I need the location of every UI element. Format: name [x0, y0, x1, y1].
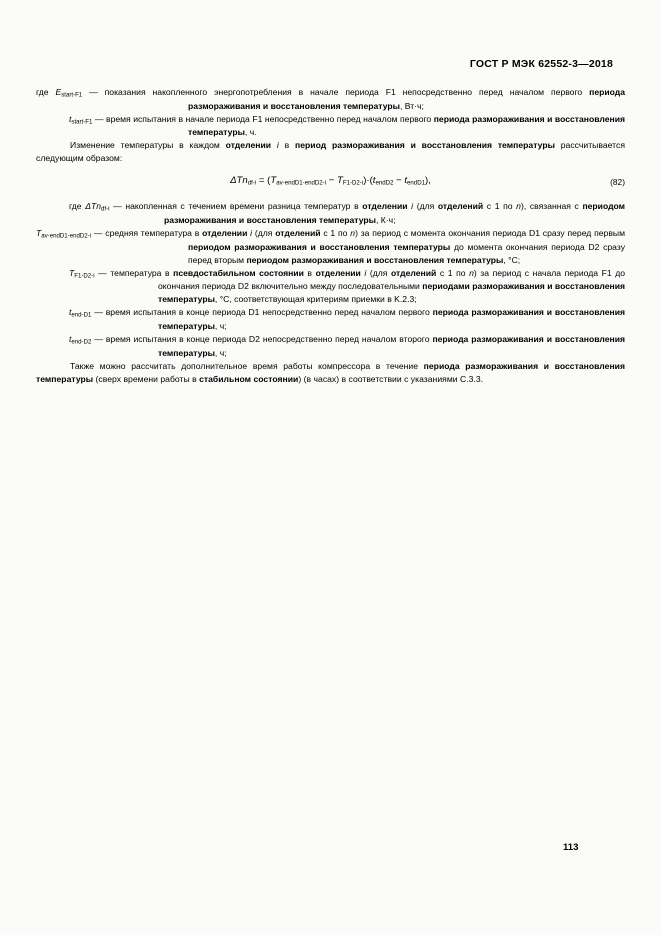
- definition-text-5: , К·ч;: [375, 214, 396, 225]
- symbol-t-start-f1: $t_{start-F1}$: [69, 113, 93, 125]
- definition-dash: —: [98, 267, 107, 278]
- definition-bold-4: периодами размораживания и восстановления температуры: [158, 281, 625, 305]
- definition-bold: псевдостабильном состоянии: [173, 267, 304, 278]
- paragraph-temperature-change: [36, 139, 625, 165]
- para-bold-period: периода размораживания и восстановления температуры: [36, 360, 625, 384]
- para-bold-compartment: отделении: [225, 140, 272, 151]
- definition-bold-2: отделении: [315, 267, 361, 278]
- definition-text-2: (для: [416, 201, 438, 212]
- definition-text-bold: периода размораживания и восстановления температуры: [188, 113, 626, 138]
- para-text-2: (сверх времени работы в: [93, 373, 200, 384]
- definition-text-6: , °C;: [503, 254, 521, 265]
- definition-text-5: до момента окончания периода D2 сразу перед вторым: [188, 241, 625, 265]
- definition-bold-4: периодом размораживания и восстановления температуры: [246, 254, 504, 265]
- formula-row-82: [36, 175, 625, 191]
- definition-italic-2: n: [350, 228, 356, 239]
- definition-text-2: , ч;: [214, 321, 227, 332]
- definition-bold: отделении: [202, 228, 248, 239]
- para-text: Изменение температуры в каждом: [70, 140, 226, 151]
- definition-dash: —: [94, 307, 103, 318]
- definition-text-3: (для: [369, 267, 392, 278]
- para-text-3: ) (в часах) в соответствии с указаниями С.3.3.: [298, 373, 484, 384]
- definition-t-end-d2: [36, 333, 625, 360]
- definition-text-6: , °C, соответствующая критериям приемки в K.2.3;: [214, 294, 417, 305]
- definition-t-av: [36, 227, 625, 267]
- definition-dash: —: [94, 113, 104, 124]
- formula-82: $\Delta Tn_{df-i} = (T_{av-endD1-endD2-i} - T_{F1-D2-i})\cdot(t_{endD2} - t_{endD1})$,: [230, 175, 431, 187]
- definition-text-tail: , ч.: [244, 127, 257, 138]
- definition-text: время испытания в конце периода D2 непосредственно перед началом второго: [105, 334, 433, 345]
- definition-dash: —: [94, 334, 103, 345]
- definition-bold-3: периодом размораживания и восстановления температуры: [188, 241, 451, 252]
- definition-text: средняя температура в: [105, 228, 203, 239]
- definition-bold-2: отделений: [437, 201, 484, 212]
- formula-number-82: (82): [610, 177, 625, 188]
- definition-italic: i: [360, 267, 370, 278]
- definition-text-3: с 1 по: [483, 201, 517, 212]
- definition-italic: i: [407, 201, 417, 212]
- definition-e-start-f1: [36, 86, 625, 113]
- para-bold-period: период размораживания и восстановления температуры: [294, 140, 555, 151]
- definition-delta-tn: [36, 200, 625, 227]
- definition-bold-3: периодом размораживания и восстановления температуры: [164, 201, 626, 225]
- definition-text: время испытания в начале периода F1 непосредственно перед началом первого: [106, 113, 434, 124]
- definition-bold: периода размораживания и восстановления температуры: [158, 307, 626, 332]
- definition-text-5: ) за период с начала периода F1 до окончания периода D2 включительно между последовательными: [158, 267, 625, 292]
- definition-text-4: ) за период с момента окончания периода D1 сразу перед первым: [355, 228, 625, 239]
- definition-text-3: с 1 по: [320, 228, 351, 239]
- symbol-e-start-f1: $E_{start-F1}$: [55, 87, 83, 99]
- definition-bold: отделении: [362, 201, 408, 212]
- definition-text-4: с 1 по: [436, 267, 470, 278]
- definition-t-end-d1: [36, 306, 625, 333]
- symbol-delta-tn-df-i: ΔTn$_{df-i}$: [85, 201, 110, 213]
- paragraph-additional-runtime: [36, 360, 625, 386]
- definition-bold-3: отделений: [391, 267, 437, 278]
- definition-lead-where: где: [69, 201, 82, 212]
- definition-t-f1-d2: [36, 267, 625, 307]
- definition-text-2: (для: [254, 228, 276, 239]
- definition-text: показания накопленного энергопотребления в начале периода F1 непосредственно перед началом первого: [104, 87, 590, 97]
- symbol-t-end-d2: $t_{end-D2}$: [69, 334, 92, 346]
- definition-t-start-f1: [36, 113, 625, 140]
- definition-italic: i: [247, 228, 255, 239]
- definition-italic-2: n: [469, 267, 474, 278]
- para-bold-steady-state: стабильном состоянии: [199, 373, 299, 384]
- symbol-t-av-endd1-endd2-i: $T_{av-endD1-endD2-i}$: [36, 228, 92, 240]
- definition-text-bold: периода размораживания и восстановления температуры: [188, 87, 625, 111]
- page-number: 113: [563, 842, 579, 853]
- para-text: Также можно рассчитать дополнительное время работы компрессора в течение: [70, 360, 424, 371]
- definition-italic-2: n: [516, 201, 521, 212]
- para-italic-i: i: [271, 140, 285, 151]
- definition-text-tail: , Вт·ч;: [399, 100, 424, 111]
- para-text-2: в: [284, 140, 295, 151]
- para-text-3: рассчитывается следующим образом:: [36, 140, 626, 164]
- definition-text: накопленная с течением времени разница температур в: [125, 201, 363, 212]
- symbol-t-f1-d2-i: $T_{F1-D2-i}$: [69, 267, 95, 280]
- definition-dash: —: [89, 87, 98, 97]
- page-header: ГОСТ Р МЭК 62552-3—2018: [469, 58, 613, 70]
- definition-text-2: в: [303, 267, 316, 278]
- definition-text: время испытания в конце периода D1 непосредственно перед началом первого: [105, 307, 433, 318]
- definition-bold-2: отделений: [275, 228, 321, 239]
- page-content: [36, 86, 625, 386]
- symbol-t-end-d1: $t_{end-D1}$: [69, 307, 92, 319]
- definition-text: температура в: [110, 267, 174, 278]
- definition-text-2: , ч;: [214, 347, 227, 358]
- definition-dash: —: [113, 201, 122, 212]
- definition-bold: периода размораживания и восстановления температуры: [158, 334, 626, 358]
- definition-text-4: ), связанная с: [520, 201, 583, 212]
- definition-dash: —: [93, 228, 103, 239]
- definition-lead-where: где: [36, 87, 49, 97]
